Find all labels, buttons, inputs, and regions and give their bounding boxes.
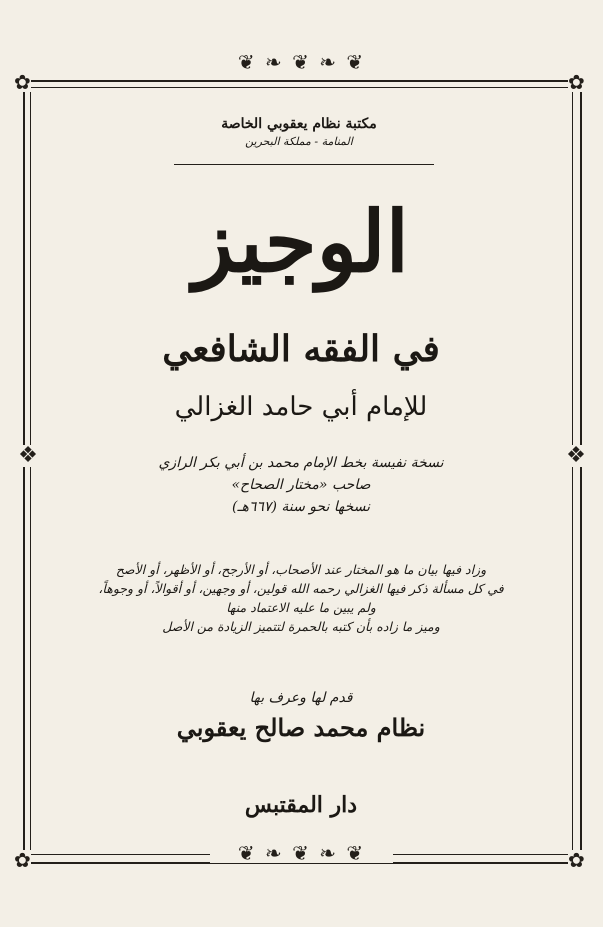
title-page-content bbox=[48, 100, 554, 840]
bottom-ornament-icon: ❦ ❧ ❦ ❧ ❦ bbox=[210, 843, 393, 863]
manuscript-info bbox=[48, 452, 554, 518]
corner-ornament-icon: ✿ bbox=[14, 848, 31, 872]
editor-name: نظام محمد صالح يعقوبي bbox=[176, 713, 426, 742]
library-location: المنامة - مملكة البحرين bbox=[245, 135, 353, 148]
description-line: في كل مسألة ذكر فيها الغزالي رحمه الله قولين، أو وجهين، أو أقوالاً، أو وجوهاً، bbox=[98, 581, 504, 596]
corner-ornament-icon: ✿ bbox=[568, 70, 585, 94]
library-name: مكتبة نظام يعقوبي الخاصة bbox=[221, 116, 377, 132]
book-subtitle: في الفقه الشافعي bbox=[162, 328, 440, 370]
publisher-name: دار المقتبس bbox=[244, 792, 358, 818]
manuscript-line: نسخها نحو سنة (٦٦٧هـ) bbox=[231, 499, 371, 515]
corner-ornament-icon: ✿ bbox=[14, 70, 31, 94]
manuscript-line: صاحب «مختار الصحاح» bbox=[231, 477, 371, 493]
description-line: ولم يبين ما عليه الاعتماد منها bbox=[226, 600, 376, 615]
editor-intro: قدم لها وعرف بها bbox=[249, 690, 353, 706]
left-ornament-icon: ❖ bbox=[16, 445, 40, 467]
description-line: وزاد فيها بيان ما هو المختار عند الأصحاب، أو الأرجح، أو الأظهر، أو الأصح bbox=[115, 562, 487, 577]
book-title: الوجيز bbox=[193, 192, 409, 291]
right-ornament-icon: ❖ bbox=[564, 445, 588, 467]
top-ornament-icon: ❦ ❧ ❦ ❧ ❦ bbox=[210, 52, 393, 72]
separator-line bbox=[174, 164, 434, 165]
book-author: للإمام أبي حامد الغزالي bbox=[174, 392, 428, 422]
corner-ornament-icon: ✿ bbox=[568, 848, 585, 872]
edition-description bbox=[58, 560, 544, 636]
library-stamp bbox=[214, 114, 384, 150]
manuscript-line: نسخة نفيسة بخط الإمام محمد بن أبي بكر الرازي bbox=[158, 455, 444, 471]
description-line: وميز ما زاده بأن كتبه بالحمرة لتتميز الزيادة من الأصل bbox=[162, 619, 440, 634]
